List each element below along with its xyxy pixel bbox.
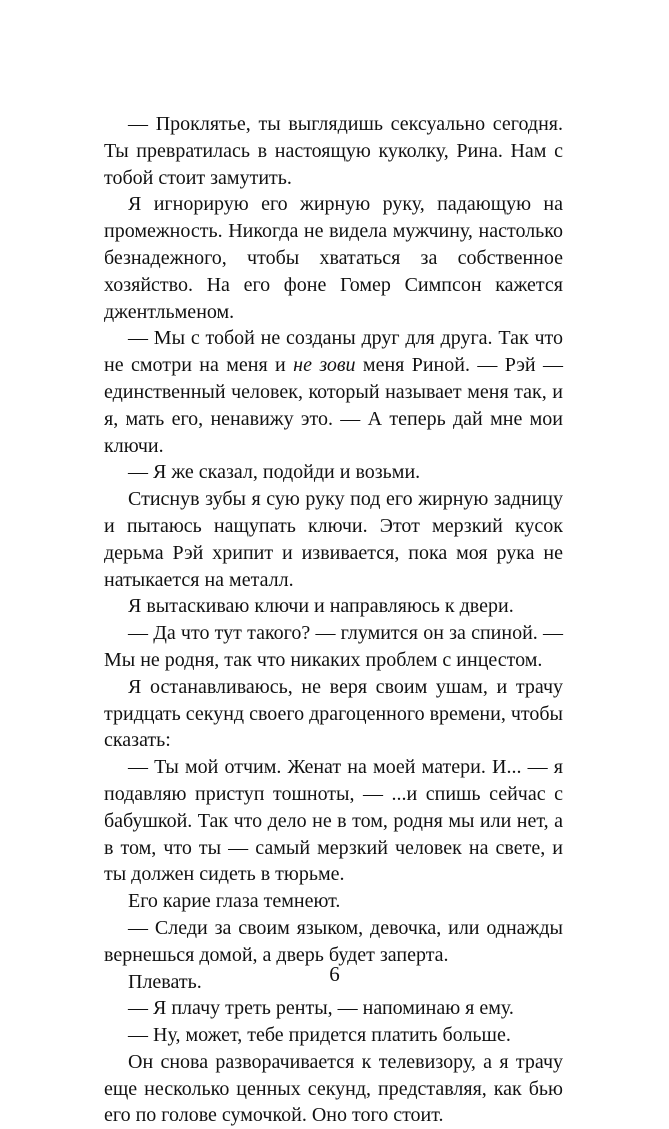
page-number: 6	[329, 962, 340, 986]
paragraph: — Да что тут такого? — глумится он за спиной. — Мы не родня, так что никаких проблем с инцестом.	[104, 622, 563, 671]
paragraph	[104, 325, 563, 459]
paragraph: — Я плачу треть ренты, — напоминаю я ему.	[128, 997, 514, 1020]
paragraph: — Проклятье, ты выглядишь сексуально сегодня. Ты превратилась в настоящую куколку, Рина. Нам с тобой стоит замутить.	[104, 113, 563, 189]
italic-emphasis: не зови	[293, 354, 356, 377]
paragraph: — Ну, может, тебе придется платить больше.	[128, 1024, 511, 1047]
paragraph: Стиснув зубы я сую руку под его жирную задницу и пытаюсь нащупать ключи. Этот мерзкий кусок дерьма Рэй хрипит и извивается, пока моя рука не натыкается на металл.	[104, 488, 563, 591]
paragraph: Я останавливаюсь, не веря своим ушам, и трачу тридцать секунд своего драгоценного времени, чтобы сказать:	[104, 675, 563, 752]
paragraph: — Я же сказал, подойди и возьми.	[128, 461, 421, 484]
paragraph: Я вытаскиваю ключи и направляюсь к двери.	[128, 595, 514, 618]
paragraph: Я игнорирую его жирную руку, падающую на промежность. Никогда не видела мужчину, настолько безнадежного, чтобы хвататься за собственное хозяйство. На его фоне Гомер Симпсон кажется джентльменом.	[104, 193, 563, 323]
paragraph: Плевать.	[128, 970, 202, 993]
paragraph-text: меня Риной. — Рэй — единственный человек, который называет меня так, и я, мать его, ненавижу это. — А теперь дай мне мои ключи.	[104, 354, 563, 457]
paragraph-text: — Мы с тобой не созданы друг для друга. Так что не смотри на меня и	[104, 327, 563, 377]
paragraph: Его карие глаза темнеют.	[128, 890, 341, 913]
paragraph: — Следи за своим языком, девочка, или однажды вернешься домой, а дверь будет заперта.	[104, 916, 563, 966]
paragraph: — Ты мой отчим. Женат на моей матери. И... — я подавляю приступ тошноты, — ...и спишь сейчас с бабушкой. Так что дело не в том, родня мы или нет, а в том, что ты — самый мерзкий человек на свете, и ты должен сидеть в тюрьме.	[104, 756, 563, 886]
paragraph: Он снова разворачивается к телевизору, а я трачу еще несколько ценных секунд, представляя, как бью его по голове сумочкой. Оно того стоит.	[104, 1050, 563, 1127]
